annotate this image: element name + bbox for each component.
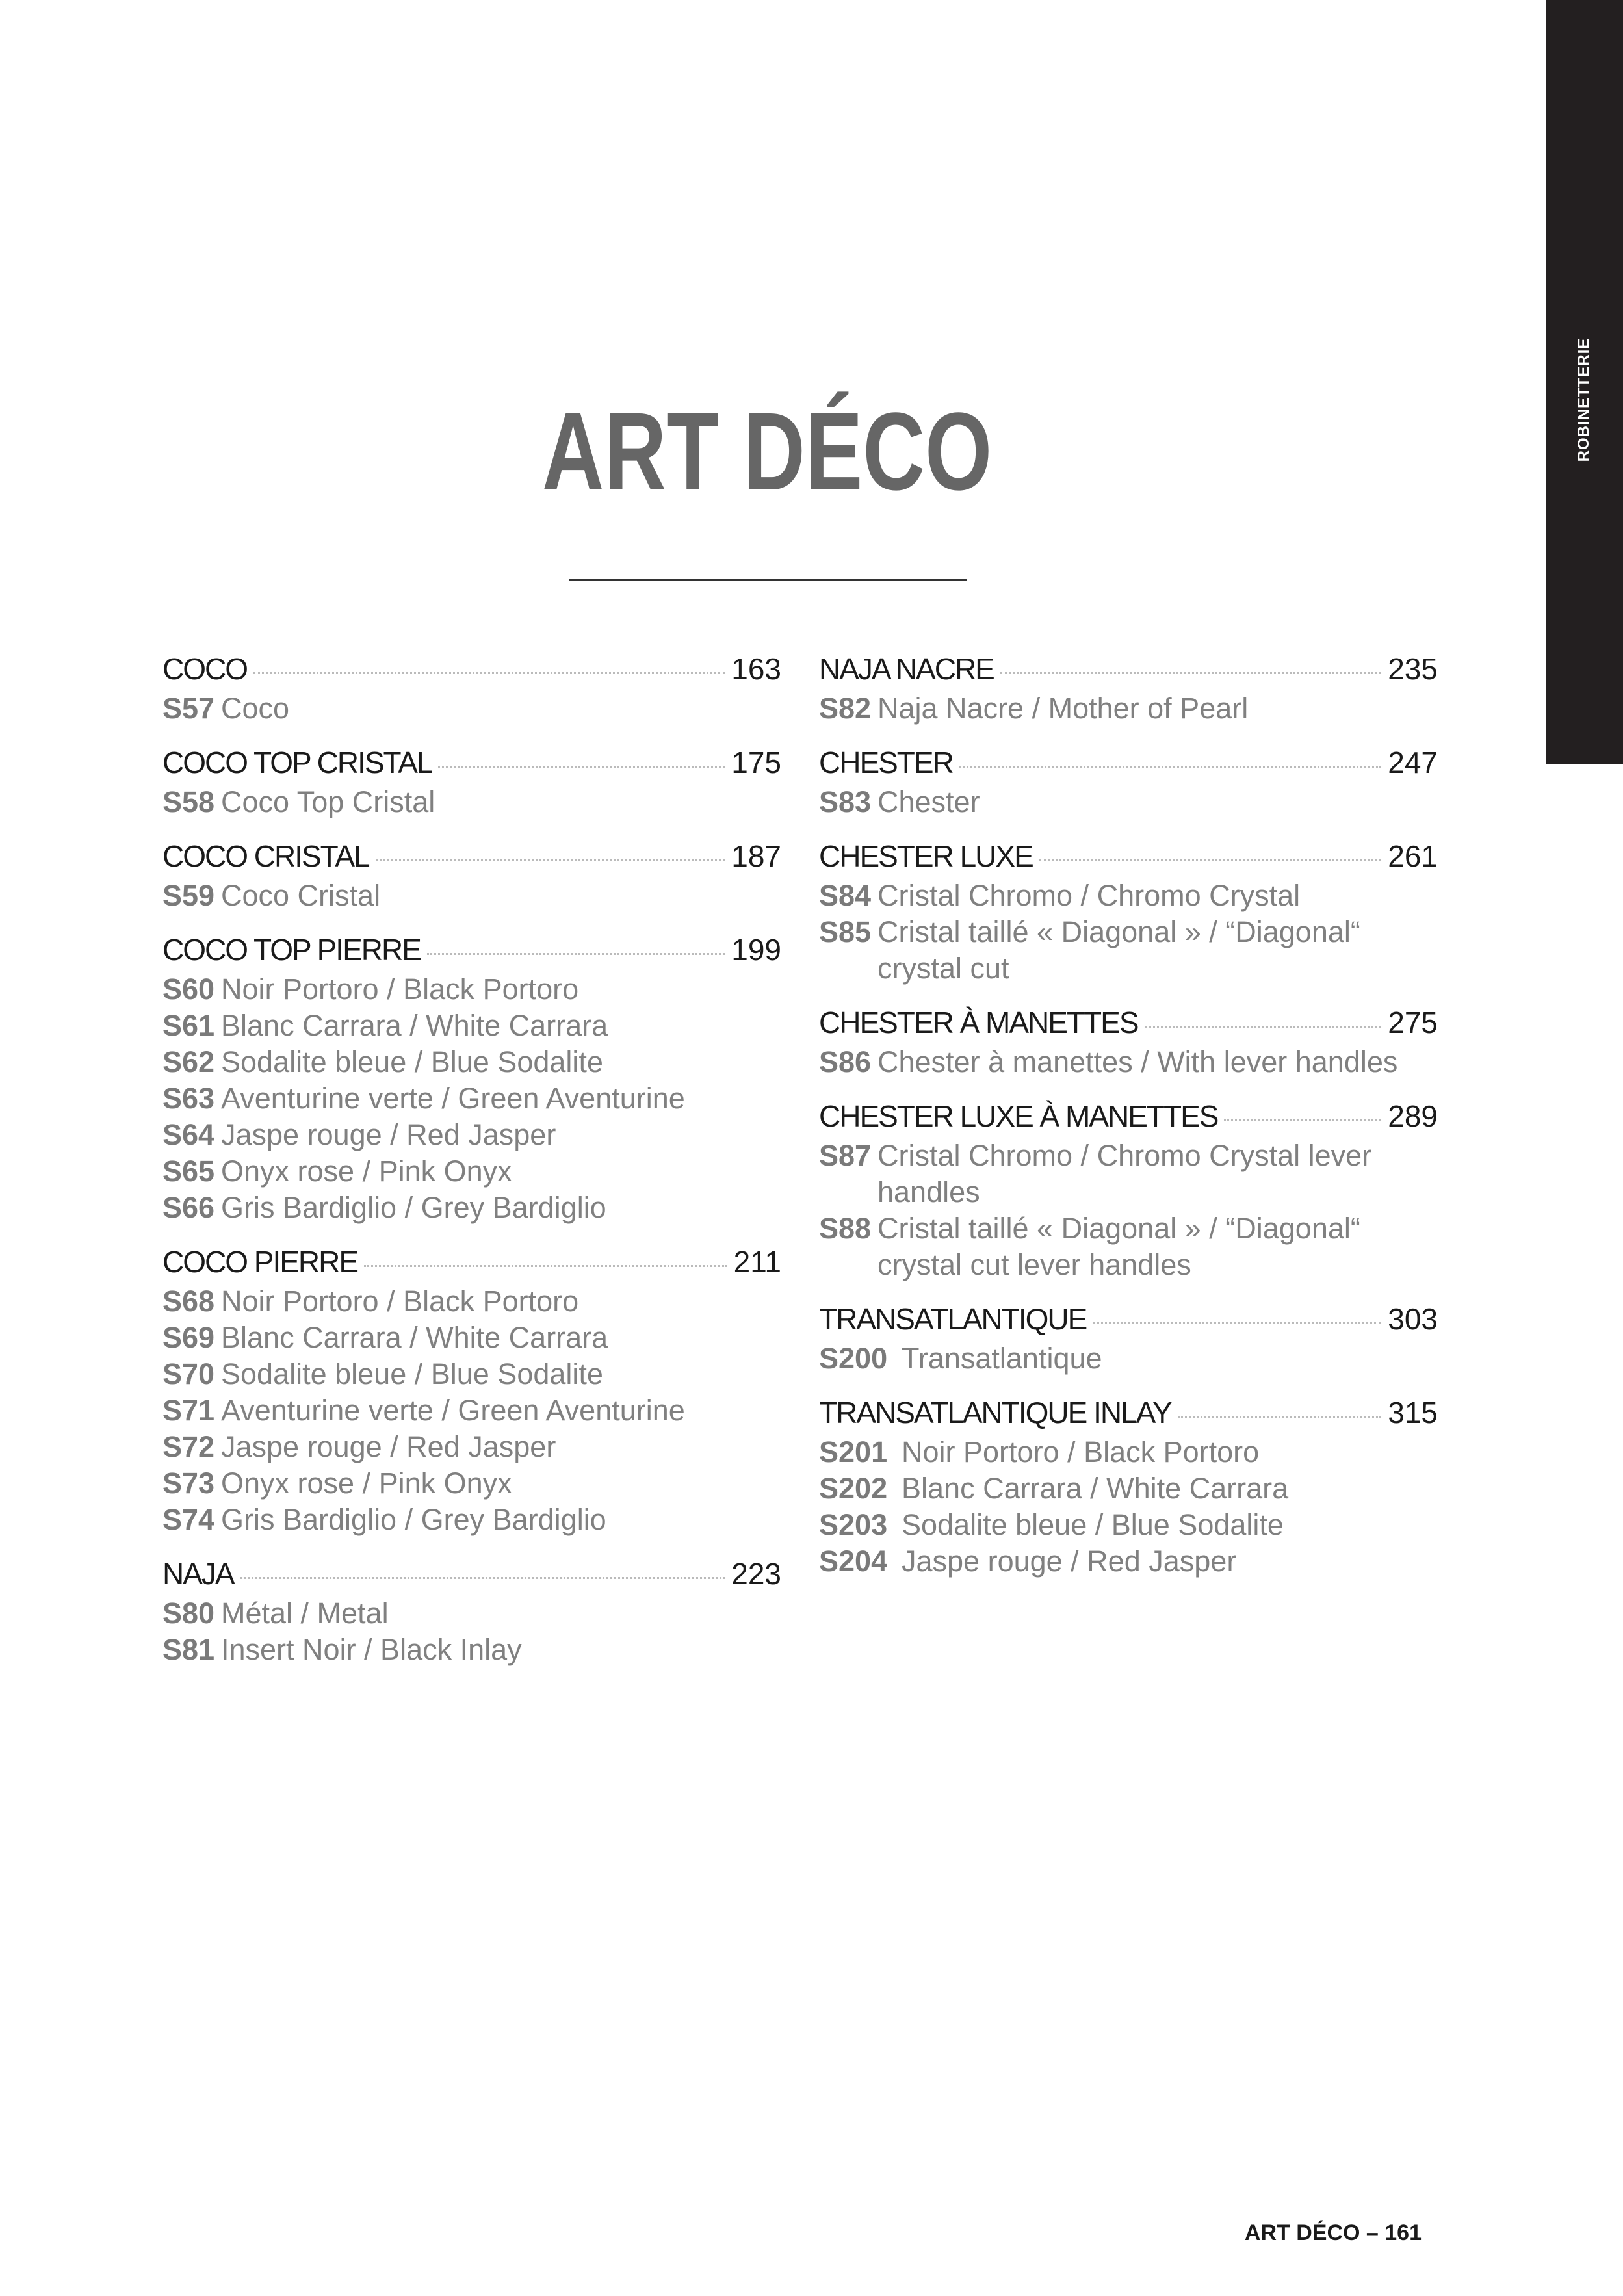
section-title: TRANSATLANTIQUE INLAY bbox=[819, 1396, 1171, 1429]
item-code: S58 bbox=[162, 785, 215, 818]
list-item bbox=[162, 1356, 781, 1392]
list-item bbox=[819, 784, 1438, 820]
section-title: COCO TOP PIERRE bbox=[162, 933, 421, 967]
dot-leader bbox=[1039, 859, 1382, 861]
section-title: NAJA NACRE bbox=[819, 652, 994, 686]
toc-entry[interactable] bbox=[819, 1395, 1438, 1434]
toc-section bbox=[162, 745, 781, 820]
list-item bbox=[162, 1320, 781, 1356]
section-title: CHESTER bbox=[819, 746, 953, 779]
item-label: Gris Bardiglio / Grey Bardiglio bbox=[221, 1191, 606, 1224]
item-label: Aventurine verte / Green Aventurine bbox=[221, 1394, 685, 1427]
list-item bbox=[162, 1190, 781, 1226]
list-item bbox=[162, 971, 781, 1008]
item-label: Chester à manettes / With lever handles bbox=[877, 1045, 1398, 1078]
item-code: S66 bbox=[162, 1191, 215, 1224]
toc-section bbox=[819, 1301, 1438, 1377]
dot-leader bbox=[427, 953, 725, 955]
list-item bbox=[162, 1117, 781, 1153]
item-code: S204 bbox=[819, 1545, 888, 1578]
toc-right-column bbox=[819, 651, 1438, 1598]
item-code: S69 bbox=[162, 1321, 215, 1354]
item-label: Coco bbox=[221, 692, 290, 725]
dot-leader bbox=[959, 766, 1381, 768]
list-item bbox=[162, 1008, 781, 1044]
item-code: S87 bbox=[819, 1139, 872, 1172]
list-item bbox=[819, 1543, 1438, 1580]
toc-section bbox=[819, 1005, 1438, 1080]
list-item bbox=[162, 878, 781, 914]
item-label: Aventurine verte / Green Aventurine bbox=[221, 1082, 685, 1115]
item-label: Cristal taillé « Diagonal » / “Diagonal“ crystal cut lever handles bbox=[877, 1212, 1360, 1281]
page-number: 223 bbox=[731, 1557, 781, 1591]
toc-section bbox=[819, 839, 1438, 987]
item-label: Jaspe rouge / Red Jasper bbox=[221, 1118, 556, 1151]
toc-section bbox=[162, 1556, 781, 1668]
section-title: COCO CRISTAL bbox=[162, 839, 369, 873]
toc-section bbox=[162, 1244, 781, 1538]
item-label: Noir Portoro / Black Portoro bbox=[221, 972, 579, 1006]
list-item bbox=[819, 1470, 1438, 1507]
list-item bbox=[162, 1502, 781, 1538]
page-number: 235 bbox=[1388, 652, 1438, 686]
item-code: S85 bbox=[819, 915, 872, 948]
item-code: S86 bbox=[819, 1045, 872, 1078]
page-title: ART DÉCO bbox=[541, 390, 993, 514]
item-code: S88 bbox=[819, 1212, 872, 1245]
section-title: CHESTER LUXE bbox=[819, 839, 1033, 873]
dot-leader bbox=[1000, 672, 1381, 674]
item-label: Blanc Carrara / White Carrara bbox=[221, 1009, 608, 1042]
section-title: COCO PIERRE bbox=[162, 1245, 358, 1279]
item-code: S73 bbox=[162, 1467, 215, 1500]
item-label: Onyx rose / Pink Onyx bbox=[221, 1155, 512, 1188]
item-code: S60 bbox=[162, 972, 215, 1006]
toc-entry[interactable] bbox=[819, 1005, 1438, 1044]
dot-leader bbox=[1145, 1026, 1382, 1028]
item-label: Sodalite bleue / Blue Sodalite bbox=[221, 1357, 603, 1390]
item-label: Sodalite bleue / Blue Sodalite bbox=[902, 1508, 1284, 1541]
item-code: S80 bbox=[162, 1597, 215, 1630]
item-code: S57 bbox=[162, 692, 215, 725]
toc-section bbox=[819, 1099, 1438, 1283]
item-label: Transatlantique bbox=[902, 1342, 1102, 1375]
item-code: S201 bbox=[819, 1435, 888, 1468]
toc-entry[interactable] bbox=[819, 651, 1438, 690]
item-label: Métal / Metal bbox=[221, 1597, 389, 1630]
toc-section bbox=[819, 651, 1438, 727]
toc-section bbox=[162, 839, 781, 914]
toc-entry[interactable] bbox=[819, 839, 1438, 878]
item-label: Onyx rose / Pink Onyx bbox=[221, 1467, 512, 1500]
page-number: 315 bbox=[1388, 1396, 1438, 1429]
section-title: NAJA bbox=[162, 1557, 234, 1591]
item-code: S203 bbox=[819, 1508, 888, 1541]
item-label: Coco Cristal bbox=[221, 879, 381, 912]
dot-leader bbox=[1178, 1416, 1382, 1418]
page-footer: ART DÉCO – 161 bbox=[1244, 2221, 1422, 2245]
list-item bbox=[819, 1044, 1438, 1080]
item-code: S64 bbox=[162, 1118, 215, 1151]
item-label: Chester bbox=[877, 785, 980, 818]
toc-section bbox=[819, 745, 1438, 820]
page-number: 175 bbox=[731, 746, 781, 779]
page-number: 303 bbox=[1388, 1302, 1438, 1336]
item-code: S71 bbox=[162, 1394, 215, 1427]
dot-leader bbox=[1093, 1322, 1381, 1324]
list-item bbox=[162, 1465, 781, 1502]
list-item bbox=[162, 1595, 781, 1632]
toc-entry[interactable] bbox=[162, 1556, 781, 1595]
toc-section bbox=[162, 651, 781, 727]
item-label: Sodalite bleue / Blue Sodalite bbox=[221, 1045, 603, 1078]
toc-entry[interactable] bbox=[162, 1244, 781, 1283]
toc-left-column bbox=[162, 651, 781, 1686]
item-code: S200 bbox=[819, 1342, 888, 1375]
list-item bbox=[162, 1392, 781, 1429]
item-code: S82 bbox=[819, 692, 872, 725]
toc-entry[interactable] bbox=[162, 839, 781, 878]
item-code: S83 bbox=[819, 785, 872, 818]
list-item bbox=[819, 1340, 1438, 1377]
toc-section bbox=[162, 932, 781, 1226]
page-number: 261 bbox=[1388, 839, 1438, 873]
item-label: Noir Portoro / Black Portoro bbox=[221, 1285, 579, 1318]
item-code: S70 bbox=[162, 1357, 215, 1390]
item-code: S62 bbox=[162, 1045, 215, 1078]
list-item bbox=[162, 784, 781, 820]
item-code: S84 bbox=[819, 879, 872, 912]
list-item bbox=[162, 1429, 781, 1465]
item-label: Blanc Carrara / White Carrara bbox=[221, 1321, 608, 1354]
dot-leader bbox=[253, 672, 725, 674]
list-item bbox=[819, 878, 1438, 914]
item-label: Blanc Carrara / White Carrara bbox=[902, 1472, 1289, 1505]
section-title: CHESTER À MANETTES bbox=[819, 1006, 1138, 1039]
dot-leader bbox=[364, 1265, 727, 1267]
dot-leader bbox=[376, 859, 725, 861]
list-item bbox=[819, 1210, 1438, 1283]
section-title: COCO bbox=[162, 652, 247, 686]
toc-entry[interactable] bbox=[819, 1099, 1438, 1138]
item-label: Cristal Chromo / Chromo Crystal bbox=[877, 879, 1301, 912]
page-number: 289 bbox=[1388, 1099, 1438, 1133]
list-item bbox=[162, 690, 781, 727]
page-number: 187 bbox=[731, 839, 781, 873]
page-number: 211 bbox=[733, 1245, 781, 1279]
item-code: S81 bbox=[162, 1633, 215, 1666]
toc-section bbox=[819, 1395, 1438, 1580]
page-number: 275 bbox=[1388, 1006, 1438, 1039]
item-label: Noir Portoro / Black Portoro bbox=[902, 1435, 1260, 1468]
toc-entry[interactable] bbox=[819, 745, 1438, 784]
item-code: S72 bbox=[162, 1430, 215, 1463]
toc-entry[interactable] bbox=[819, 1301, 1438, 1340]
item-label: Cristal taillé « Diagonal » / “Diagonal“ crystal cut bbox=[877, 915, 1360, 985]
side-tab-label: ROBINETTERIE bbox=[1575, 337, 1592, 462]
item-code: S65 bbox=[162, 1155, 215, 1188]
list-item bbox=[162, 1283, 781, 1320]
item-code: S74 bbox=[162, 1503, 215, 1536]
list-item bbox=[819, 690, 1438, 727]
toc-entry[interactable] bbox=[162, 651, 781, 690]
section-title: TRANSATLANTIQUE bbox=[819, 1302, 1087, 1336]
list-item bbox=[162, 1044, 781, 1080]
toc-entry[interactable] bbox=[162, 745, 781, 784]
section-title: COCO TOP CRISTAL bbox=[162, 746, 432, 779]
page-number: 163 bbox=[731, 652, 781, 686]
list-item bbox=[819, 914, 1438, 987]
list-item bbox=[819, 1507, 1438, 1543]
list-item bbox=[162, 1080, 781, 1117]
item-code: S61 bbox=[162, 1009, 215, 1042]
dot-leader bbox=[1224, 1119, 1381, 1121]
list-item bbox=[819, 1138, 1438, 1210]
page-number: 199 bbox=[731, 933, 781, 967]
list-item bbox=[819, 1434, 1438, 1470]
item-label: Coco Top Cristal bbox=[221, 785, 435, 818]
page-number: 247 bbox=[1388, 746, 1438, 779]
item-label: Insert Noir / Black Inlay bbox=[221, 1633, 522, 1666]
item-label: Jaspe rouge / Red Jasper bbox=[902, 1545, 1237, 1578]
item-label: Naja Nacre / Mother of Pearl bbox=[877, 692, 1249, 725]
item-label: Jaspe rouge / Red Jasper bbox=[221, 1430, 556, 1463]
list-item bbox=[162, 1153, 781, 1190]
item-label: Gris Bardiglio / Grey Bardiglio bbox=[221, 1503, 606, 1536]
list-item bbox=[162, 1632, 781, 1668]
item-code: S68 bbox=[162, 1285, 215, 1318]
dot-leader bbox=[240, 1577, 725, 1579]
toc-entry[interactable] bbox=[162, 932, 781, 971]
item-code: S59 bbox=[162, 879, 215, 912]
section-title: CHESTER LUXE À MANETTES bbox=[819, 1099, 1218, 1133]
dot-leader bbox=[438, 766, 725, 768]
item-code: S202 bbox=[819, 1472, 888, 1505]
title-divider bbox=[569, 579, 967, 581]
item-label: Cristal Chromo / Chromo Crystal lever handles bbox=[877, 1139, 1372, 1208]
side-tab bbox=[1546, 0, 1623, 764]
item-code: S63 bbox=[162, 1082, 215, 1115]
